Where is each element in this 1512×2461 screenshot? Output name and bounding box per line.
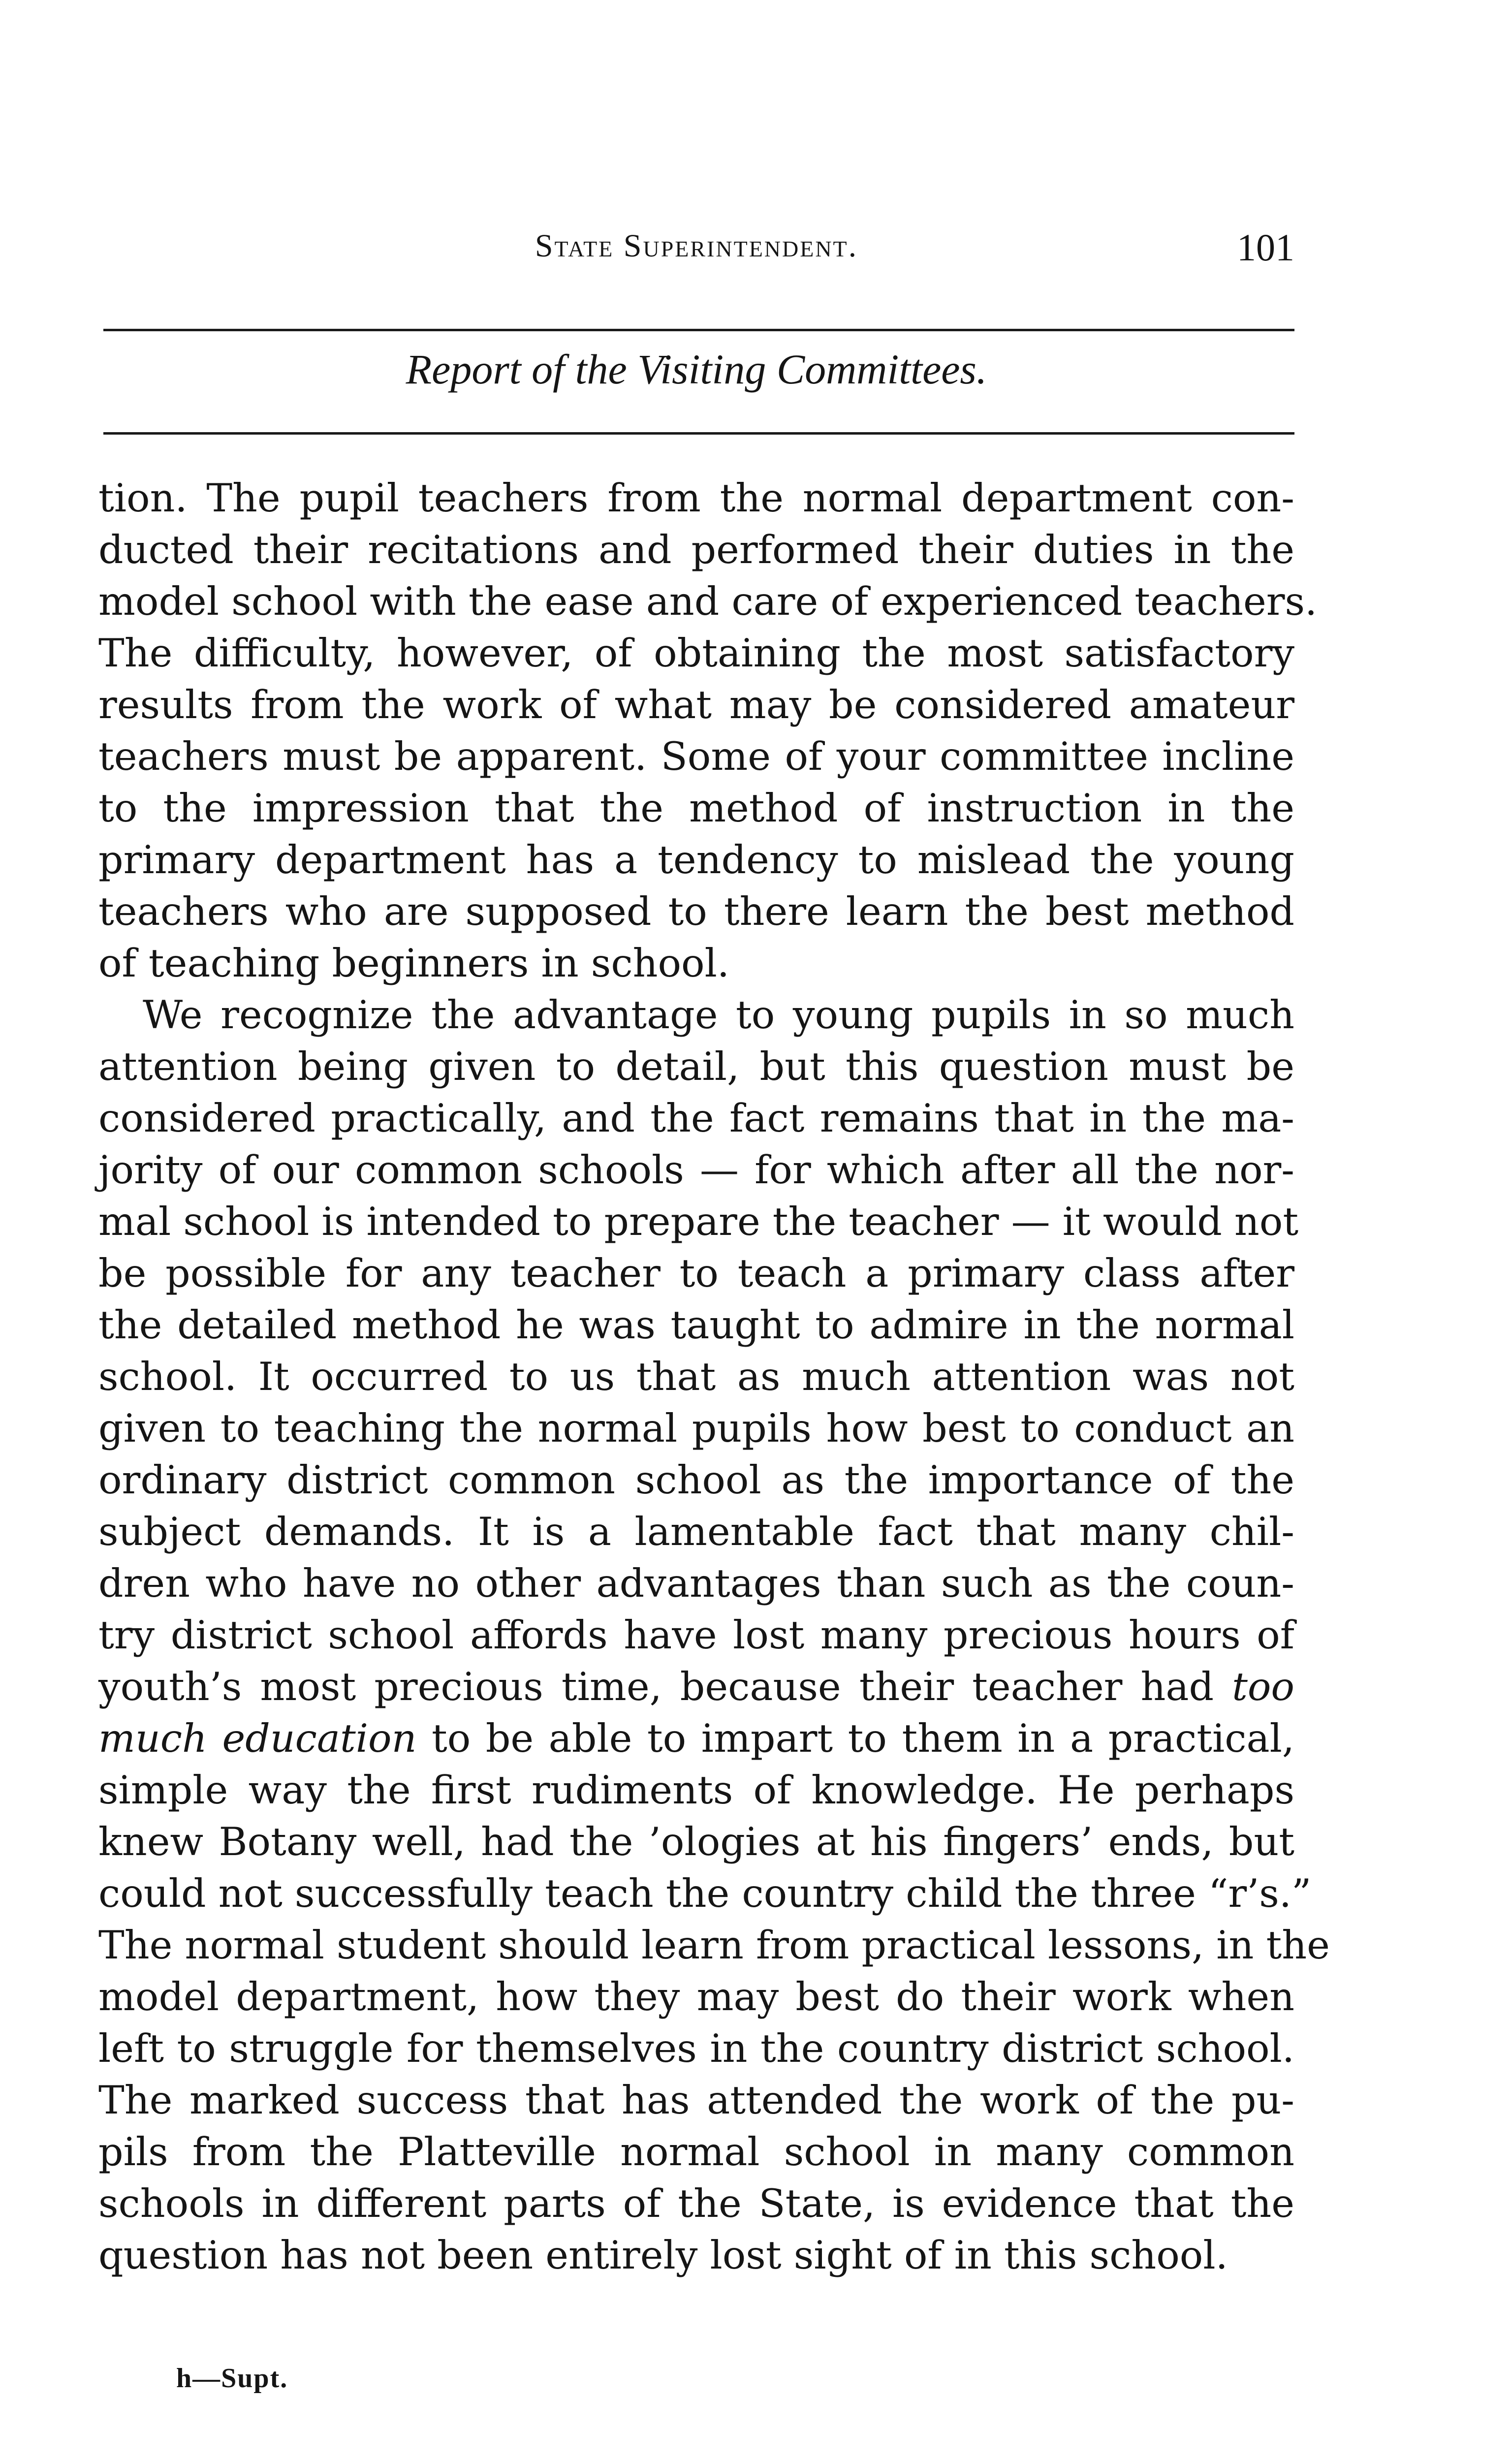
text-line: model department, how they may best do their work when	[98, 1974, 1294, 2019]
paragraph-2	[98, 989, 1330, 2281]
text-line: teachers must be apparent. Some of your committee incline	[98, 734, 1294, 779]
paragraph-1	[98, 473, 1318, 989]
text-line: considered practically, and the fact remains that in the ma-	[98, 1096, 1294, 1141]
text-line: The difficulty, however, of obtaining the most satisfactory	[98, 631, 1294, 676]
text-line: simple way the first rudiments of knowledge. He perhaps	[98, 1767, 1294, 1813]
text-line: youth’s most precious time, because their teacher had too	[98, 1664, 1294, 1709]
text-line: subject demands. It is a lamentable fact that many chil-	[98, 1509, 1294, 1554]
text-line: left to struggle for themselves in the country district school.	[98, 2026, 1294, 2071]
page-number: 101	[1237, 226, 1294, 269]
section-subheading: Report of the Visiting Committees.	[406, 346, 987, 393]
text-line: given to teaching the normal pupils how best to conduct an	[98, 1406, 1294, 1451]
signature-mark: h—Supt.	[176, 2363, 288, 2394]
text-line: try district school affords have lost many precious hours of	[98, 1612, 1294, 1658]
text-line: We recognize the advantage to young pupils in so much	[143, 992, 1294, 1038]
text-line: dren who have no other advantages than such as the coun-	[98, 1561, 1294, 1606]
running-title: State Superintendent.	[535, 228, 858, 264]
text-line: tion. The pupil teachers from the normal department con-	[98, 475, 1294, 521]
text-line: school. It occurred to us that as much attention was not	[98, 1354, 1294, 1399]
text-line: mal school is intended to prepare the teacher — it would not	[98, 1199, 1299, 1244]
bottom-rule	[103, 432, 1294, 435]
text-line: be possible for any teacher to teach a primary class after	[98, 1251, 1294, 1296]
top-rule	[103, 329, 1294, 331]
text-line: much education to be able to impart to them in a practical,	[98, 1716, 1295, 1761]
text-line: attention being given to detail, but this question must be	[98, 1044, 1294, 1089]
running-head	[98, 217, 1294, 285]
text-line: teachers who are supposed to there learn the best method	[98, 889, 1294, 934]
body-text	[98, 473, 1330, 2281]
text-line: to the impression that the method of instruction in the	[98, 786, 1294, 831]
text-line: jority of our common schools — for which after all the nor-	[98, 1147, 1294, 1193]
text-line: The marked success that has attended the work of the pu-	[98, 2078, 1294, 2123]
text-line: the detailed method he was taught to admire in the normal	[98, 1302, 1294, 1348]
text-line: pils from the Platteville normal school in many common	[98, 2129, 1294, 2175]
text-line: ordinary district common school as the importance of the	[98, 1457, 1294, 1503]
text-line: The normal student should learn from practical lessons, in the	[98, 1923, 1330, 1968]
text-line: ducted their recitations and performed their duties in the	[98, 527, 1294, 572]
text-line: results from the work of what may be considered amateur	[98, 682, 1294, 727]
text-line: knew Botany well, had the ’ologies at his fingers’ ends, but	[98, 1819, 1294, 1864]
text-line: schools in different parts of the State, is evidence that the	[98, 2181, 1294, 2226]
text-line: model school with the ease and care of experienced teachers.	[98, 579, 1318, 624]
text-line: question has not been entirely lost sight of in this school.	[98, 2233, 1228, 2278]
text-line: of teaching beginners in school.	[98, 941, 729, 986]
text-line: primary department has a tendency to mislead the young	[98, 837, 1294, 883]
text-line: could not successfully teach the country child the three “r’s.”	[98, 1871, 1312, 1916]
